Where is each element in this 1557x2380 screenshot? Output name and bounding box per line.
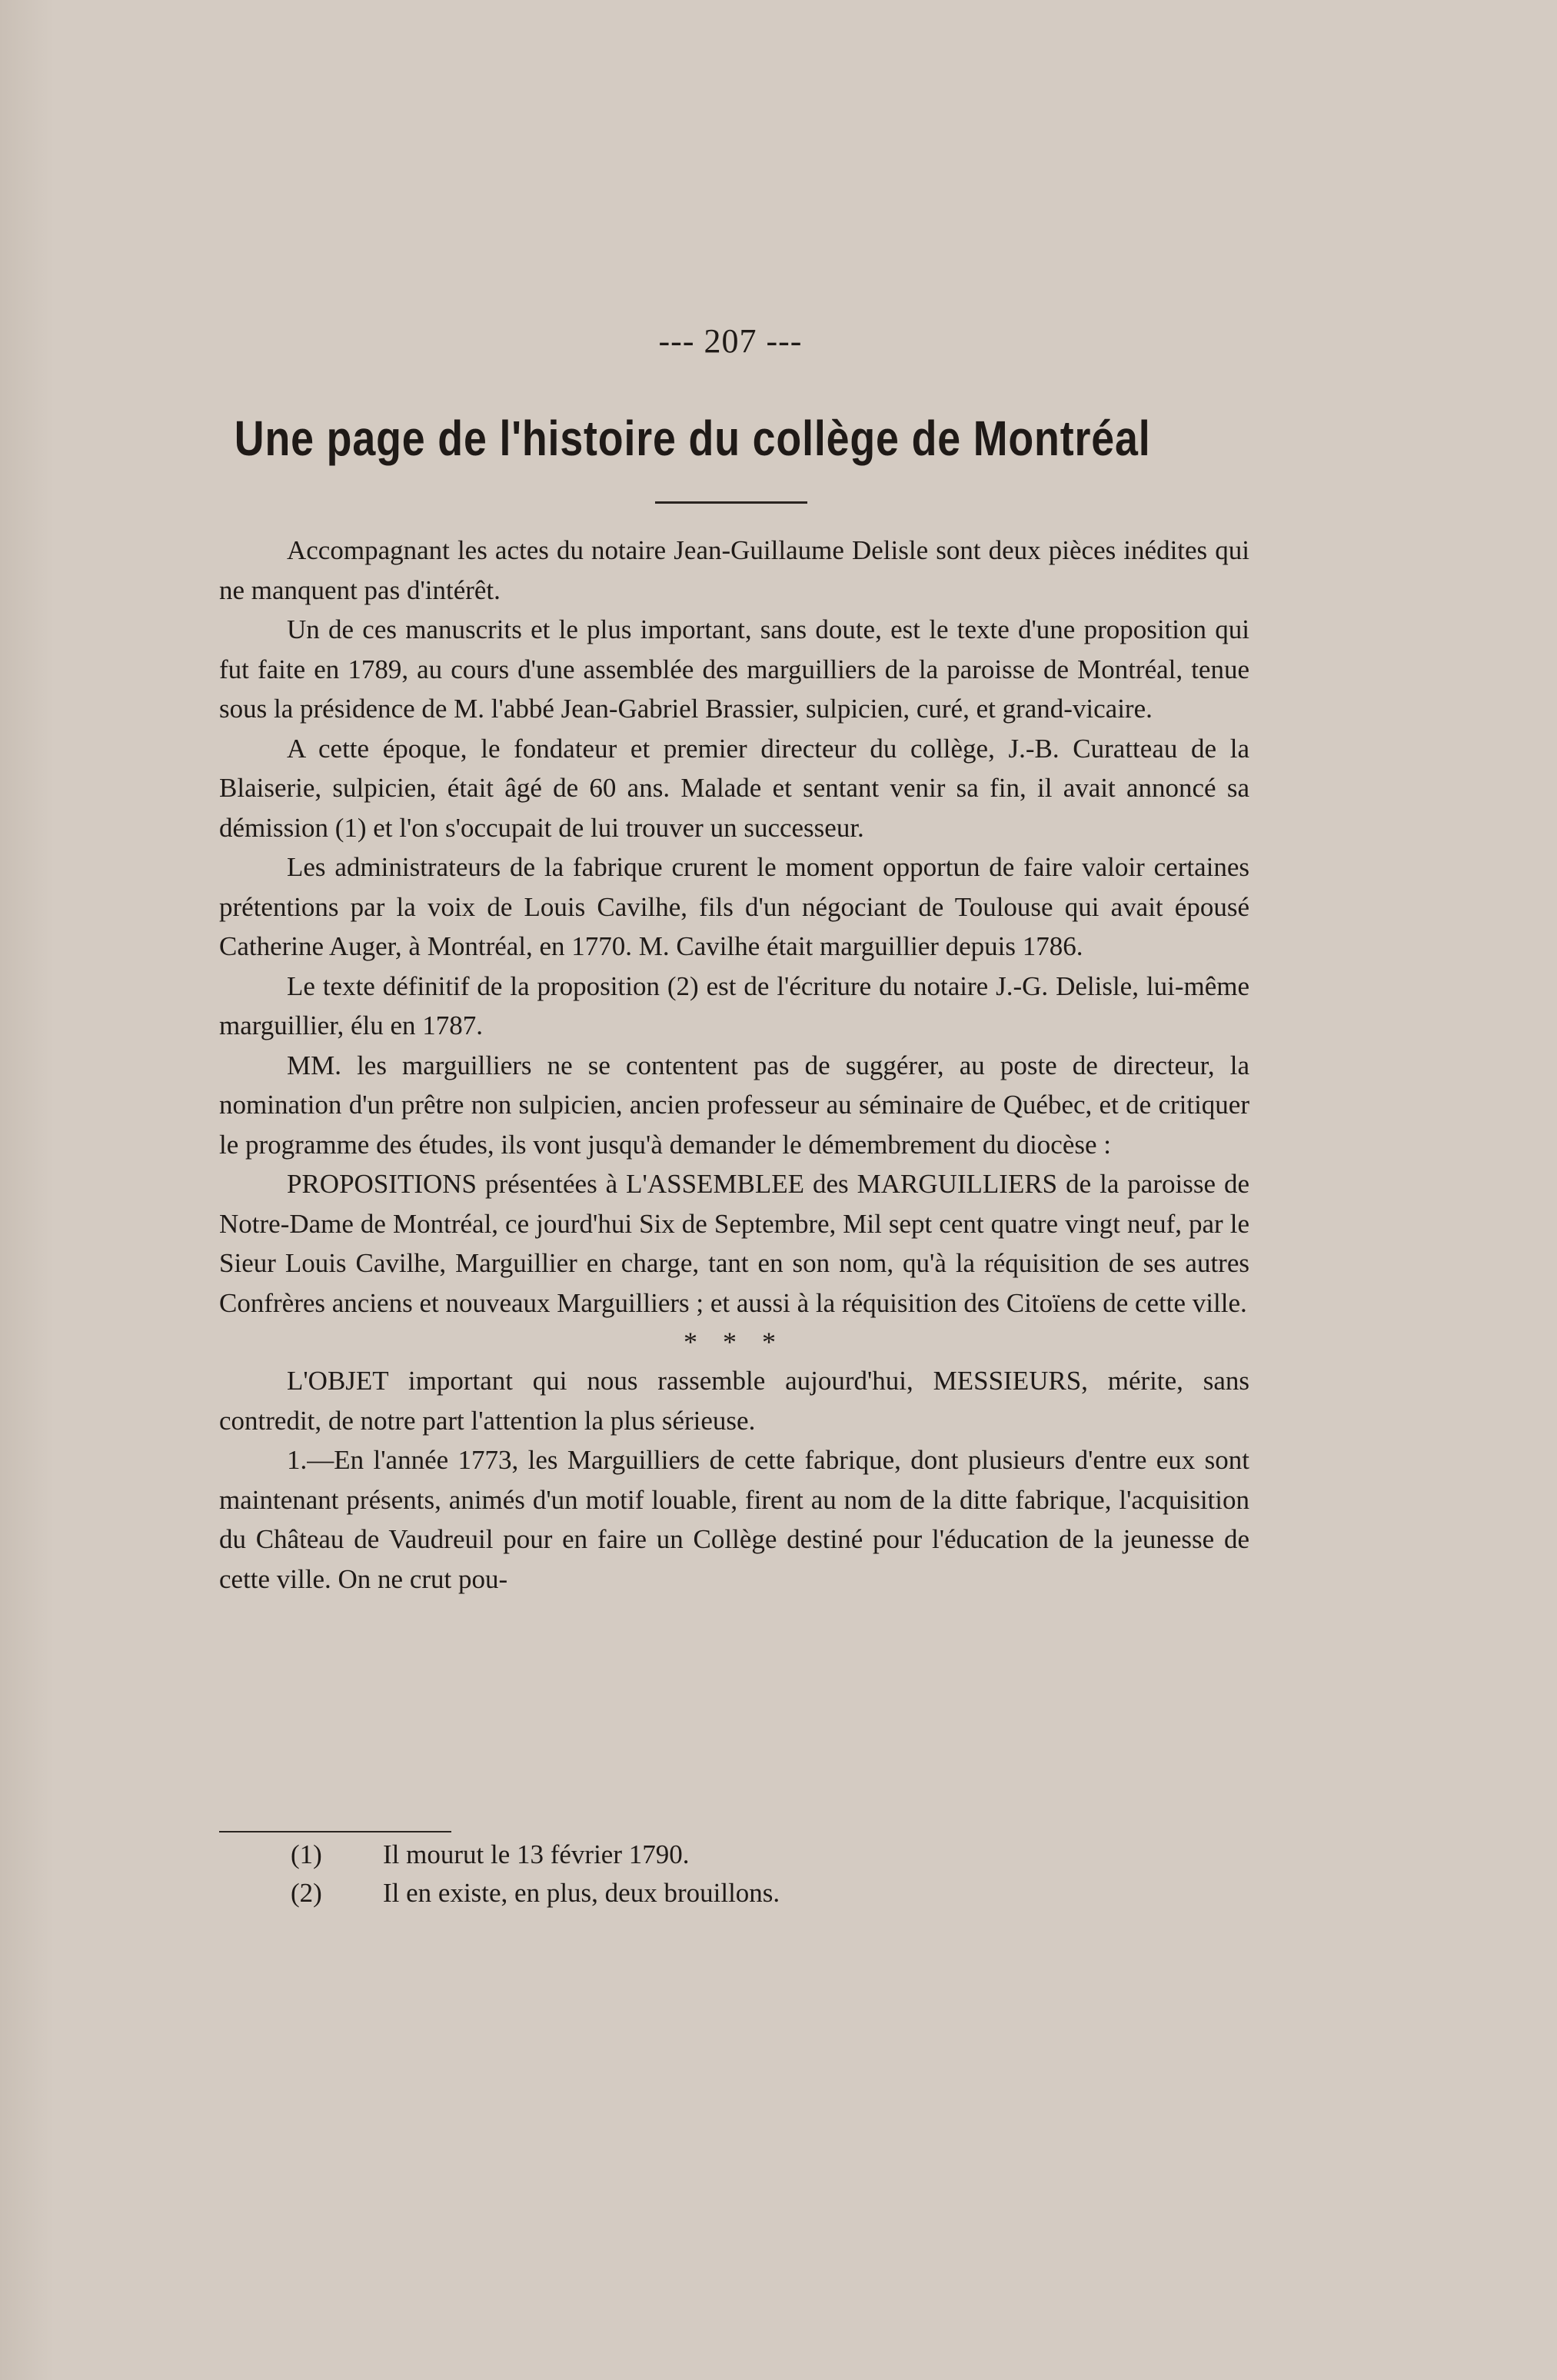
paragraph-2: Un de ces manuscrits et le plus important, sans doute, est le texte d'une proposition qui fut faite en 1789, au cours d'une assemblée des marguilliers de la paroisse de Montréal, tenue sous la présidence de M. l'abbé Jean-Gabriel Brassier, sulpicien, curé, et grand-vicaire. [219,614,1249,724]
paragraph-6: MM. les marguilliers ne se contentent pas de suggérer, au poste de directeur, la nomination d'un prêtre non sulpicien, ancien professeur au séminaire de Québec, et de critiquer le programme des études, ils vont jusqu'à demander le démembrement du diocèse : [219,1050,1249,1160]
paragraph-4: Les administrateurs de la fabrique crurent le moment opportun de faire valoir certaines prétentions par la voix de Louis Cavilhe, fils d'un négociant de Toulouse qui avait épousé Catherine Auger, à Montréal, en 1770. M. Cavilhe était marguillier depuis 1786. [219,852,1249,961]
page-number: --- 207 --- [658,322,803,360]
paragraph-5: Le texte définitif de la proposition (2) est de l'écriture du notaire J.-G. Delisle, lui-même marguillier, élu en 1787. [219,970,1249,1040]
footnote-2 [291,1874,983,1912]
footnote-marker: (2) [291,1878,322,1908]
footnotes [291,1836,983,1912]
paragraph-item-1: 1.—En l'année 1773, les Marguilliers de cette fabrique, dont plusieurs d'entre eux sont maintenant présents, animés d'un motif louable, firent au nom de la ditte fabrique, l'acquisition du Château de Vaudreuil pour en faire un Collège destiné pour l'éducation de la jeunesse de cette ville. On ne crut pou- [219,1445,1249,1594]
article-body [219,531,1249,1599]
footnote-marker: (1) [291,1839,322,1869]
paragraph-objet: L'OBJET important qui nous rassemble aujourd'hui, MESSIEURS, mérite, sans contredit, de notre part l'attention la plus sérieuse. [219,1366,1249,1436]
title-divider [655,501,807,504]
footnote-divider [219,1831,451,1832]
propositions-paragraph: PROPOSITIONS présentées à L'ASSEMBLEE des MARGUILLIERS de la paroisse de Notre-Dame de Montréal, ce jourd'hui Six de Septembre, Mil sept cent quatre vingt neuf, par le Sieur Louis Cavilhe, Marguillier en charge, tant en son nom, qu'à la réquisition de ses autres Confrères anciens et nouveaux Marguilliers ; et aussi à la réquisition des Citoïens de cette ville. [219,1169,1249,1318]
footnote-1 [291,1836,983,1874]
article-title: Une page de l'histoire du collège de Montréal [234,411,1151,466]
section-separator: * * * [684,1326,785,1357]
paragraph-1: Accompagnant les actes du notaire Jean-Guillaume Delisle sont deux pièces inédites qui ne manquent pas d'intérêt. [219,535,1249,605]
footnote-text: Il en existe, en plus, deux brouillons. [383,1878,780,1908]
footnote-text: Il mourut le 13 février 1790. [383,1839,690,1869]
paragraph-3: A cette époque, le fondateur et premier directeur du collège, J.-B. Curatteau de la Blaiserie, sulpicien, était âgé de 60 ans. Malade et sentant venir sa fin, il avait annoncé sa démission (1) et l'on s'occupait de lui trouver un successeur. [219,733,1249,843]
